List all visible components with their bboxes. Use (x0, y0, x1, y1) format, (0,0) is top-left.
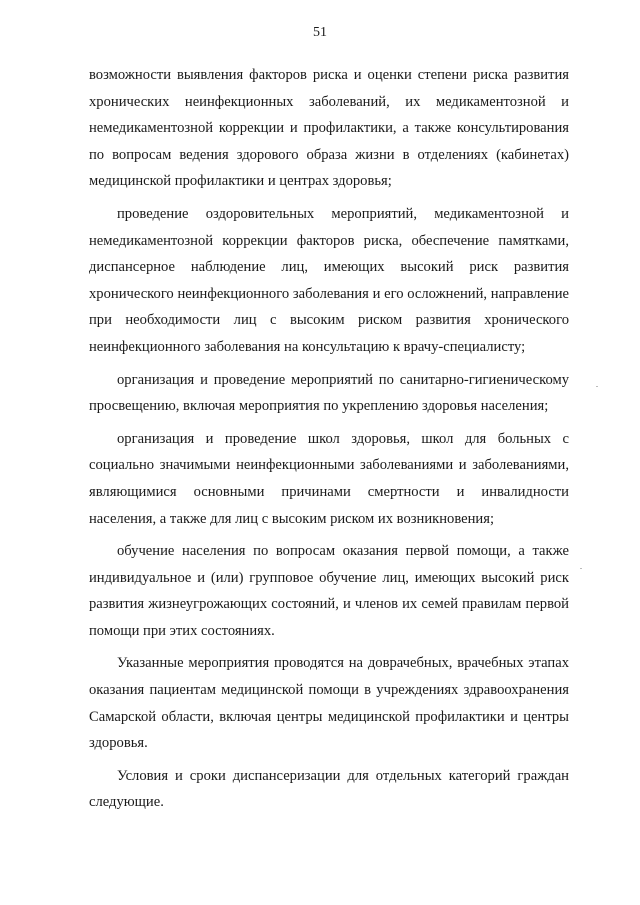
paragraph-risk-assessment-continuation: возможности выявления факторов риска и оценки степени риска развития хронических неинфекционных заболеваний, их медикаментозной и немедикаментозной коррекции и профилактики, а также консультирования по вопросам ведения здорового образа жизни в отделениях (кабинетах) медицинской профилактики и центрах здоровья; (89, 67, 569, 190)
paragraph-dispensary-conditions: Условия и сроки диспансеризации для отдельных категорий граждан следующие. (89, 767, 569, 811)
paragraph-health-measures: проведение оздоровительных мероприятий, медикаментозной и немедикаментозной коррекции факторов риска, обеспечение памятками, диспансерное наблюдение лиц, имеющих высокий риск развития хронического неинфекционного заболевания и его осложнений, направление при необходимости лиц с высоким риском развития хронического неинфекционного заболевания на консультацию к врачу-специалисту; (89, 205, 569, 355)
paragraph-first-aid-training: обучение населения по вопросам оказания первой помощи, а также индивидуальное и (или) групповое обучение лиц, имеющих высокий риск развития жизнеугрожающих состояний, и членов их семей правилам первой помощи при этих состояниях. (89, 543, 569, 639)
paragraph-sanitary-education: организация и проведение мероприятий по санитарно-гигиеническому просвещению, включая мероприятия по укреплению здоровья населения; (89, 371, 569, 415)
scan-speck (580, 568, 582, 569)
page-number: 51 (313, 25, 327, 40)
paragraph-health-schools: организация и проведение школ здоровья, школ для больных с социально значимыми неинфекционными заболеваниями и заболеваниями, являющимися основными причинами смертности и инвалидности населения, а также для лиц с высоким риском их возникновения; (89, 430, 569, 527)
document-body (89, 62, 569, 822)
scan-speck (596, 386, 598, 387)
paragraph-measures-location: Указанные мероприятия проводятся на доврачебных, врачебных этапах оказания пациентам медицинской помощи в учреждениях здравоохранения Самарской области, включая центры медицинской профилактики и центры здоровья. (89, 655, 569, 752)
